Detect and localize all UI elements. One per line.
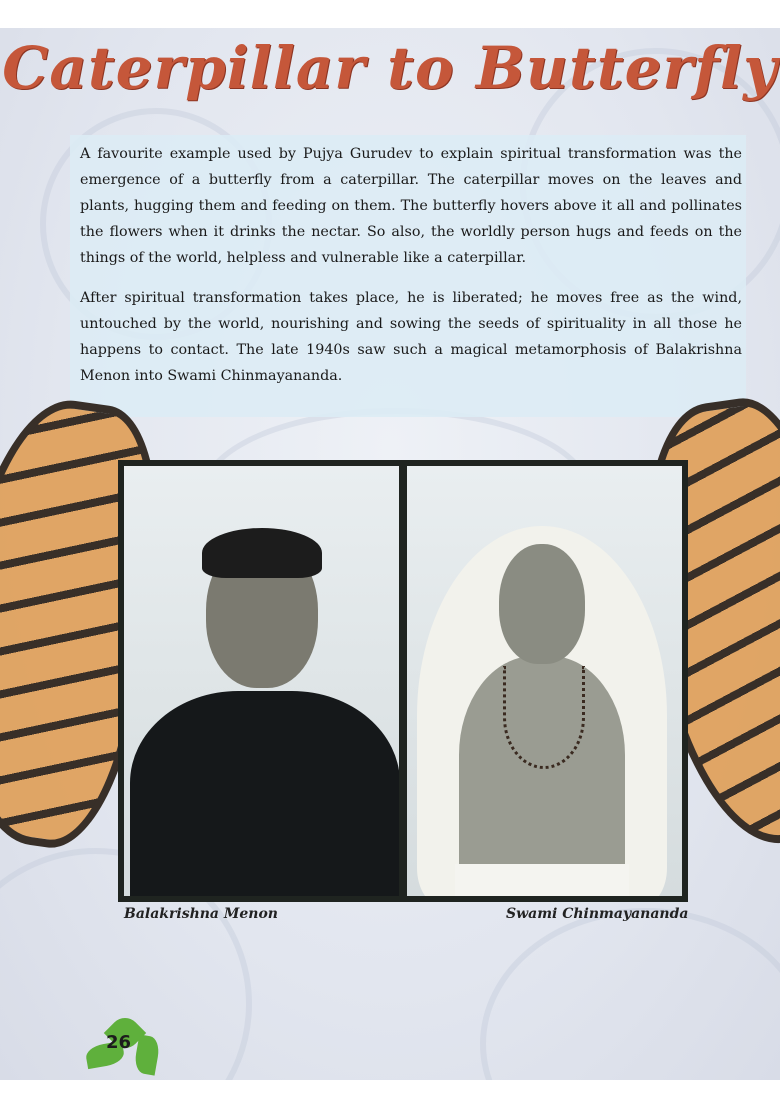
photo-figure [455, 864, 629, 896]
paragraph: A favourite example used by Pujya Gurudev to explain spiritual transformation was the emergence of a butterfly from a caterpillar. The caterpillar moves on the leaves and plants, hugging them and feeding on them. The butterfly hovers above it all and pollinates the flowers when it drinks the nectar. So also, the worldly person hugs and feeds on the things of the world, helpless and vulnerable like a caterpillar. [80, 146, 742, 266]
photo-figure [202, 528, 322, 578]
photo-figure [503, 666, 585, 769]
paragraph: After spiritual transformation takes place, he is liberated; he moves free as the wind, untouched by the world, nourishing and sowing the seeds of spirituality in all those he happens to contact. The late 1940s saw such a magical metamorphosis of Balakrishna Menon into Swami Chinmayananda. [80, 290, 742, 384]
page [0, 28, 780, 1080]
photo-swami-chinmayananda [407, 466, 682, 896]
page-title: Caterpillar to Butterfly [2, 34, 778, 102]
photo-frame [118, 460, 688, 902]
photo-figure [499, 544, 585, 664]
photo-balakrishna-menon [124, 466, 399, 896]
page-number-badge [82, 1018, 172, 1074]
caption-right: Swami Chinmayananda [506, 906, 689, 922]
text-box [70, 135, 746, 417]
photo-figure [130, 691, 399, 896]
caption-left: Balakrishna Menon [124, 906, 278, 922]
page-number: 26 [106, 1032, 132, 1053]
background-swirl [480, 908, 780, 1080]
